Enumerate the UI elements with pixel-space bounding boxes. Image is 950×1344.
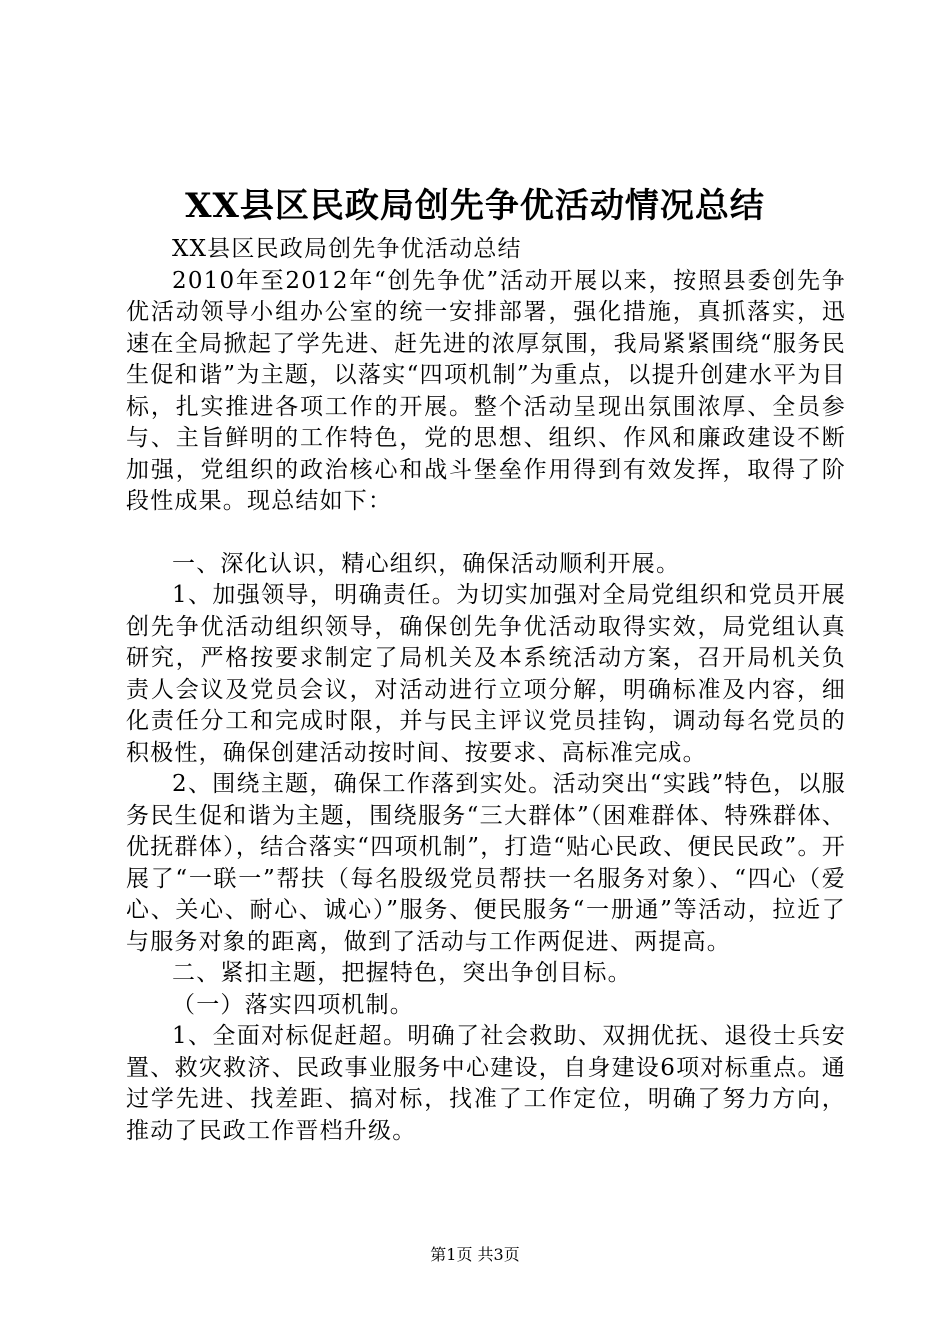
paragraph-1-2: 2、围绕主题，确保工作落到实处。活动突出“实践”特色，以服务民生促和谐为主题，围绕服务“三大群体”（困难群体、特殊群体、优抚群体），结合落实“四项机制”，打造“贴心民政、便民民政”。开展了“一联一”帮扶（每名股级党员帮扶一名服务对象）、“四心（爱心、关心、耐心、诚心）”服务、便民服务“一册通”等活动，拉近了与服务对象的距离，做到了活动与工作两促进、两提高。 — [126, 771, 846, 955]
section-heading-1: 一、深化认识，精心组织，确保活动顺利开展。 — [172, 550, 681, 577]
page-number: 第1页 共3页 — [430, 1245, 520, 1264]
document-body — [126, 234, 846, 1147]
paragraph-2-1-1: 1、全面对标促赶超。明确了社会救助、双拥优抚、退役士兵安置、救灾救济、民政事业服务中心建设，自身建设6项对标重点。通过学先进、找差距、搞对标，找准了工作定位，明确了努力方向，推动了民政工作晋档升级。 — [126, 1023, 846, 1144]
paragraph-subtitle: XX县区民政局创先争优活动总结 — [172, 236, 522, 262]
section-heading-2: 二、紧扣主题，把握特色，突出争创目标。 — [172, 960, 632, 986]
paragraph-1-1: 1、加强领导，明确责任。为切实加强对全局党组织和党员开展创先争优活动组织领导，确保创先争优活动取得实效，局党组认真研究，严格按要求制定了局机关及本系统活动方案，召开局机关负责人会议及党员会议，对活动进行立项分解，明确标准及内容，细化责任分工和完成时限，并与民主评议党员挂钩，调动每名党员的积极性，确保创建活动按时间、按要求、高标准完成。 — [126, 582, 846, 766]
paragraph-intro: 2010年至2012年“创先争优”活动开展以来，按照县委创先争优活动领导小组办公室的统一安排部署，强化措施，真抓落实，迅速在全局掀起了学先进、赶先进的浓厚氛围，我局紧紧围绕“服务民生促和谐”为主题，以落实“四项机制”为重点，以提升创建水平为目标，扎实推进各项工作的开展。整个活动呈现出氛围浓厚、全员参与、主旨鲜明的工作特色，党的思想、组织、作风和廉政建设不断加强，党组织的政治核心和战斗堡垒作用得到有效发挥，取得了阶段性成果。现总结如下： — [126, 267, 846, 514]
subsection-heading-2-1: （一）落实四项机制。 — [172, 991, 414, 1018]
document-title: XX县区民政局创先争优活动情况总结 — [185, 186, 765, 226]
